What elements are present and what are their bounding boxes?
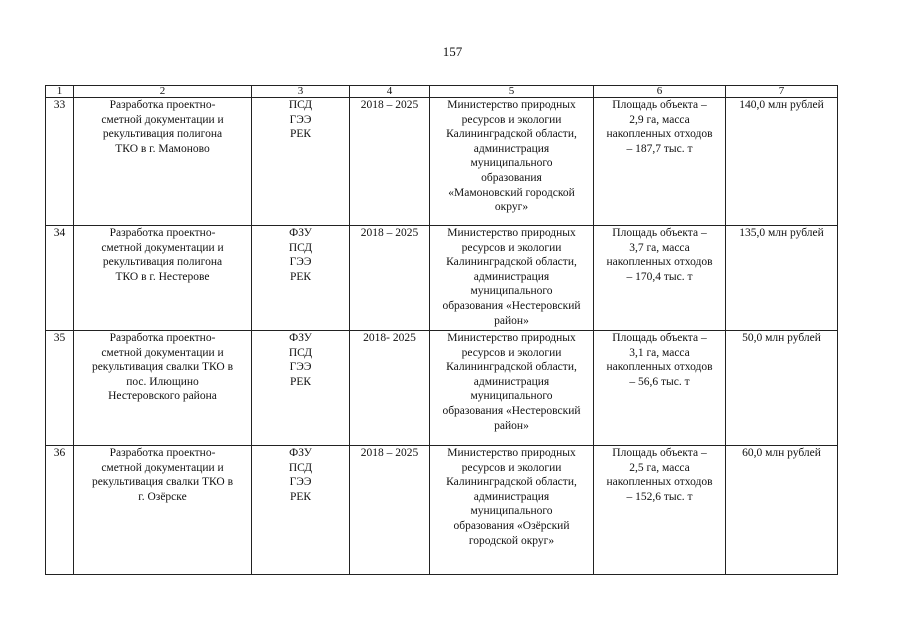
responsible-cell-line: муниципального [470,157,553,170]
work-name-cell-line: Разработка проектно- [109,99,216,111]
stages-cell-line: ПСД [288,99,313,111]
responsible-cell-line: ресурсов и экологии [461,113,562,126]
cost-cell: 50,0 млн рублей [726,331,838,446]
indicators-cell-line: 3,7 га, масса [629,241,690,254]
row-number-cell: 36 [46,446,74,575]
header-cell-4: 4 [350,86,430,98]
responsible-cell-line: муниципального [470,505,553,518]
page-number: 157 [442,44,463,59]
stages-cell-line: ГЭЭ [289,113,312,126]
stages-cell-line: ФЗУ [289,447,312,459]
work-name-cell [74,446,252,575]
responsible-cell [430,446,594,575]
responsible-cell-line: Министерство природных [447,332,576,344]
indicators-cell-line: – 56,6 тыс. т [629,375,690,388]
responsible-cell-line: Министерство природных [447,227,576,239]
responsible-cell-line: Министерство природных [447,447,576,459]
stages-cell [252,331,350,446]
indicators-cell-line: Площадь объекта – [612,447,707,459]
work-name-cell-line: ТКО в г. Мамоново [115,142,210,155]
work-name-cell-line: сметной документации и [101,241,224,254]
responsible-cell [430,98,594,226]
responsible-cell-line: Калининградской области, [446,128,577,141]
stages-cell-line: РЕК [289,490,312,503]
indicators-cell-line: 2,9 га, масса [629,113,690,126]
cost-cell: 60,0 млн рублей [726,446,838,575]
row-number-cell: 35 [46,331,74,446]
responsible-cell-line: муниципального [470,390,553,403]
work-name-cell-line: Разработка проектно- [109,447,216,459]
indicators-cell [594,98,726,226]
indicators-cell-line: накопленных отходов [606,128,713,141]
stages-cell-line: РЕК [289,375,312,388]
stages-cell-line: ФЗУ [289,227,312,239]
work-name-cell-line: Нестеровского района [108,390,217,403]
work-name-cell-line: рекультивация полигона [102,128,223,141]
indicators-cell-line: накопленных отходов [606,256,713,269]
table-header-row [46,86,838,98]
indicators-cell [594,331,726,446]
indicators-cell-line: 3,1 га, масса [629,346,690,359]
stages-cell [252,446,350,575]
indicators-cell-line: Площадь объекта – [612,99,707,111]
indicators-cell-line: накопленных отходов [606,361,713,374]
indicators-cell-line: накопленных отходов [606,476,713,489]
table-row [46,98,838,226]
header-cell-3: 3 [252,86,350,98]
responsible-cell-line: район» [494,314,529,327]
responsible-cell [430,331,594,446]
stages-cell-line: ГЭЭ [289,256,312,269]
work-name-cell-line: сметной документации и [101,346,224,359]
period-cell: 2018 – 2025 [350,446,430,575]
stages-cell-line: ГЭЭ [289,476,312,489]
responsible-cell-line: Калининградской области, [446,361,577,374]
work-name-cell-line: Разработка проектно- [109,332,216,344]
work-name-cell [74,226,252,331]
work-name-cell-line: сметной документации и [101,461,224,474]
work-name-cell-line: сметной документации и [101,113,224,126]
responsible-cell-line: администрация [473,270,550,283]
stages-cell-line: ФЗУ [289,332,312,344]
responsible-cell-line: район» [494,419,529,432]
table-row [46,226,838,331]
responsible-cell-line: ресурсов и экологии [461,241,562,254]
responsible-cell-line: городской округ» [468,534,555,547]
header-cell-5: 5 [430,86,594,98]
stages-cell [252,226,350,331]
table-row [46,331,838,446]
responsible-cell-line: образования «Озёрский [453,519,570,532]
period-cell: 2018 – 2025 [350,226,430,331]
work-name-cell-line: рекультивация свалки ТКО в [91,361,234,374]
indicators-cell-line: – 152,6 тыс. т [626,490,693,503]
responsible-cell-line: образования «Нестеровский [442,299,581,312]
responsible-cell-line: Калининградской области, [446,256,577,269]
row-number-cell: 33 [46,98,74,226]
header-cell-7: 7 [726,86,838,98]
responsible-cell-line: округ» [494,201,529,214]
stages-cell-line: ГЭЭ [289,361,312,374]
indicators-cell [594,226,726,331]
responsible-cell-line: «Мамоновский городской [448,186,575,199]
stages-cell-line: РЕК [289,128,312,141]
work-name-cell-line: рекультивация полигона [102,256,223,269]
indicators-cell-line: 2,5 га, масса [629,461,690,474]
header-cell-6: 6 [594,86,726,98]
responsible-cell-line: образования [481,171,542,184]
stages-cell-line: ПСД [288,241,313,254]
table-row [46,446,838,575]
work-name-cell-line: Разработка проектно- [109,227,216,239]
work-name-cell-line: ТКО в г. Нестерове [115,270,210,283]
responsible-cell [430,226,594,331]
indicators-cell-line: – 187,7 тыс. т [626,142,693,155]
indicators-cell-line: – 170,4 тыс. т [626,270,693,283]
responsible-cell-line: администрация [473,375,550,388]
responsible-cell-line: администрация [473,142,550,155]
header-cell-2: 2 [74,86,252,98]
header-cell-1: 1 [46,86,74,98]
indicators-cell [594,446,726,575]
period-cell: 2018 – 2025 [350,98,430,226]
stages-cell-line: РЕК [289,270,312,283]
responsible-cell-line: ресурсов и экологии [461,346,562,359]
row-number-cell: 34 [46,226,74,331]
data-table [45,85,838,575]
work-name-cell-line: рекультивация свалки ТКО в [91,476,234,489]
work-name-cell [74,98,252,226]
responsible-cell-line: администрация [473,490,550,503]
stages-cell-line: ПСД [288,461,313,474]
indicators-cell-line: Площадь объекта – [612,227,707,239]
responsible-cell-line: Калининградской области, [446,476,577,489]
stages-cell [252,98,350,226]
indicators-cell-line: Площадь объекта – [612,332,707,344]
responsible-cell-line: муниципального [470,285,553,298]
stages-cell-line: ПСД [288,346,313,359]
cost-cell: 135,0 млн рублей [726,226,838,331]
work-name-cell-line: г. Озёрске [138,490,187,503]
period-cell: 2018- 2025 [350,331,430,446]
work-name-cell [74,331,252,446]
responsible-cell-line: образования «Нестеровский [442,404,581,417]
cost-cell: 140,0 млн рублей [726,98,838,226]
responsible-cell-line: ресурсов и экологии [461,461,562,474]
responsible-cell-line: Министерство природных [447,99,576,111]
work-name-cell-line: пос. Илющино [126,375,199,388]
